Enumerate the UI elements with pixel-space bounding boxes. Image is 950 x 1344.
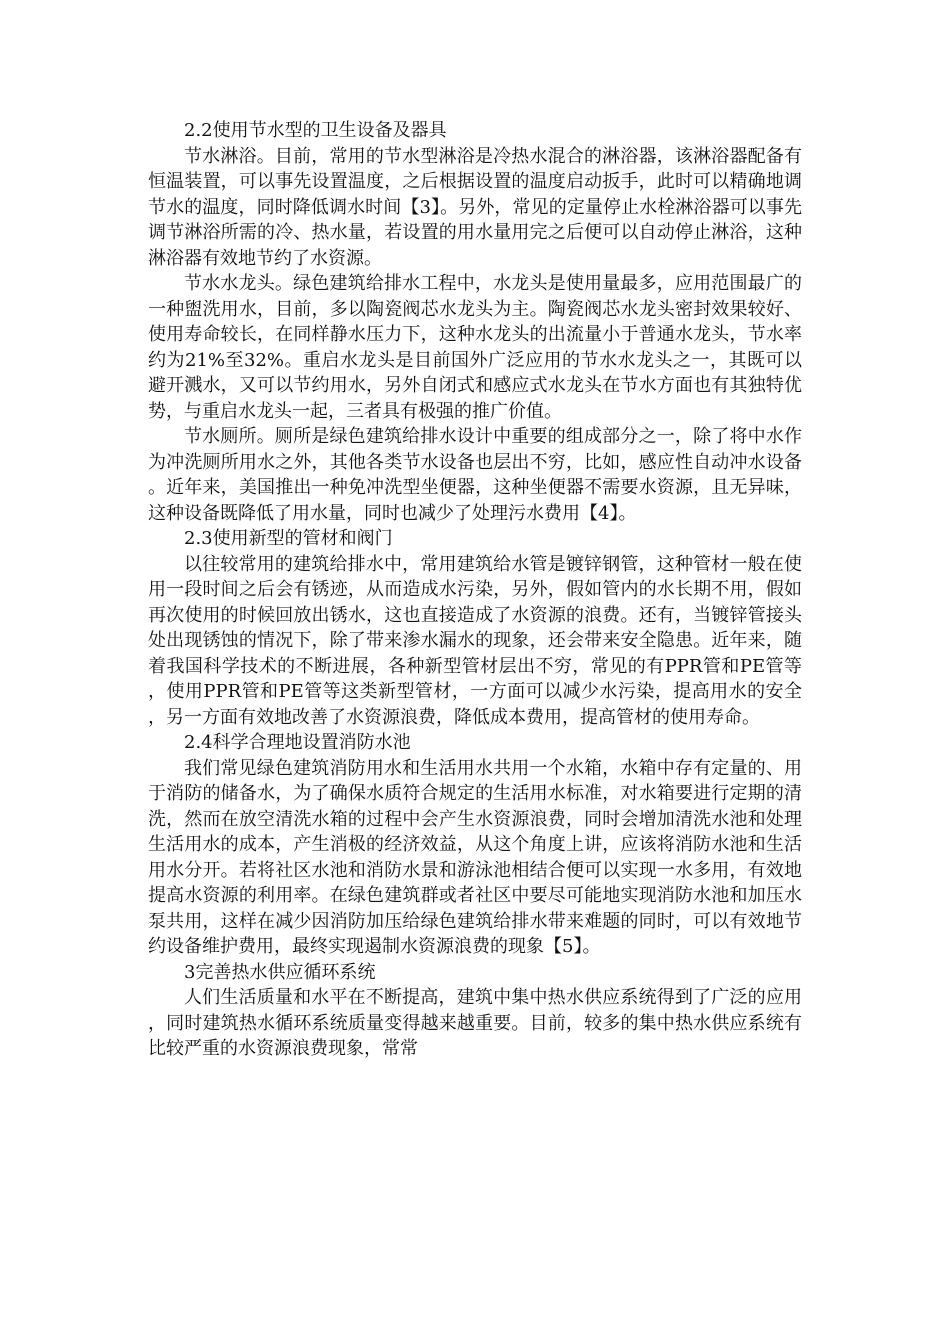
paragraph-pipes: 以往较常用的建筑给排水中，常用建筑给水管是镀锌钢管，这种管材一般在使用一段时间之后会有锈迹，从而造成水污染，另外，假如管内的水长期不用，假如再次使用的时候回放出锈水，这也直接造成了水资源的浪费。还有，当镀锌管接头处出现锈蚀的情况下，除了带来渗水漏水的现象，还会带来安全隐患。近年来，随着我国科学技术的不断进展，各种新型管材层出不穷，常见的有PPR管和PE管等，使用PPR管和PE管等这类新型管材，一方面可以减少水污染，提高用水的安全，另一方面有效地改善了水资源浪费，降低成本费用，提高管材的使用寿命。 bbox=[148, 553, 802, 728]
section-heading-2-3: 2.3使用新型的管材和阀门 bbox=[184, 528, 393, 549]
paragraph-fire-pool: 我们常见绿色建筑消防用水和生活用水共用一个水箱，水箱中存有定量的、用于消防的储备水，为了确保水质符合规定的生活用水标准，对水箱要进行定期的清洗，然而在放空清洗水箱的过程中会产生水资源浪费，同时会增加清洗水池和处理生活用水的成本，产生消极的经济效益，从这个角度上讲，应该将消防水池和生活用水分开。若将社区水池和消防水景和游泳池相结合便可以实现一水多用，有效地提高水资源的利用率。在绿色建筑群或者社区中要尽可能地实现消防水池和加压水泵共用，这样在减少因消防加压给绿色建筑给排水带来难题的同时，可以有效地节约设备维护费用，最终实现遏制水资源浪费的现象【5】。 bbox=[148, 757, 802, 957]
paragraph-faucet: 节水水龙头。绿色建筑给排水工程中，水龙头是使用量最多，应用范围最广的一种盥洗用水，目前，多以陶瓷阀芯水龙头为主。陶瓷阀芯水龙头密封效果较好、使用寿命较长，在同样静水压力下，这种水龙头的出流量小于普通水龙头，节水率约为21%至32%。重启水龙头是目前国外广泛应用的节水水龙头之一，其既可以避开溅水，又可以节约用水，另外自闭式和感应式水龙头在节水方面也有其独特优势，与重启水龙头一起，三者具有极强的推广价值。 bbox=[148, 273, 802, 422]
document-page bbox=[148, 118, 802, 1062]
paragraph-hot-water: 人们生活质量和水平在不断提高，建筑中集中热水供应系统得到了广泛的应用，同时建筑热水循环系统质量变得越来越重要。目前，较多的集中热水供应系统有比较严重的水资源浪费现象，常常 bbox=[148, 987, 802, 1059]
paragraph-shower: 节水淋浴。目前，常用的节水型淋浴是冷热水混合的淋浴器，该淋浴器配备有恒温装置，可以事先设置温度，之后根据设置的温度启动扳手，此时可以精确地调节水的温度，同时降低调水时间【3】。另外，常见的定量停止水栓淋浴器可以事先调节淋浴所需的冷、热水量，若设置的用水量用完之后便可以自动停止淋浴，这种淋浴器有效地节约了水资源。 bbox=[148, 145, 802, 269]
paragraph-toilet: 节水厕所。厕所是绿色建筑给排水设计中重要的组成部分之一，除了将中水作为冲洗厕所用水之外，其他各类节水设备也层出不穷，比如，感应性自动冲水设备。近年来，美国推出一种免冲洗型坐便器，这种坐便器不需要水资源，且无异味，这种设备既降低了用水量，同时也减少了处理污水费用【4】。 bbox=[148, 426, 802, 524]
section-heading-2-2: 2.2使用节水型的卫生设备及器具 bbox=[184, 120, 447, 141]
section-heading-2-4: 2.4科学合理地设置消防水池 bbox=[184, 732, 411, 753]
section-heading-3: 3完善热水供应循环系统 bbox=[184, 961, 376, 983]
